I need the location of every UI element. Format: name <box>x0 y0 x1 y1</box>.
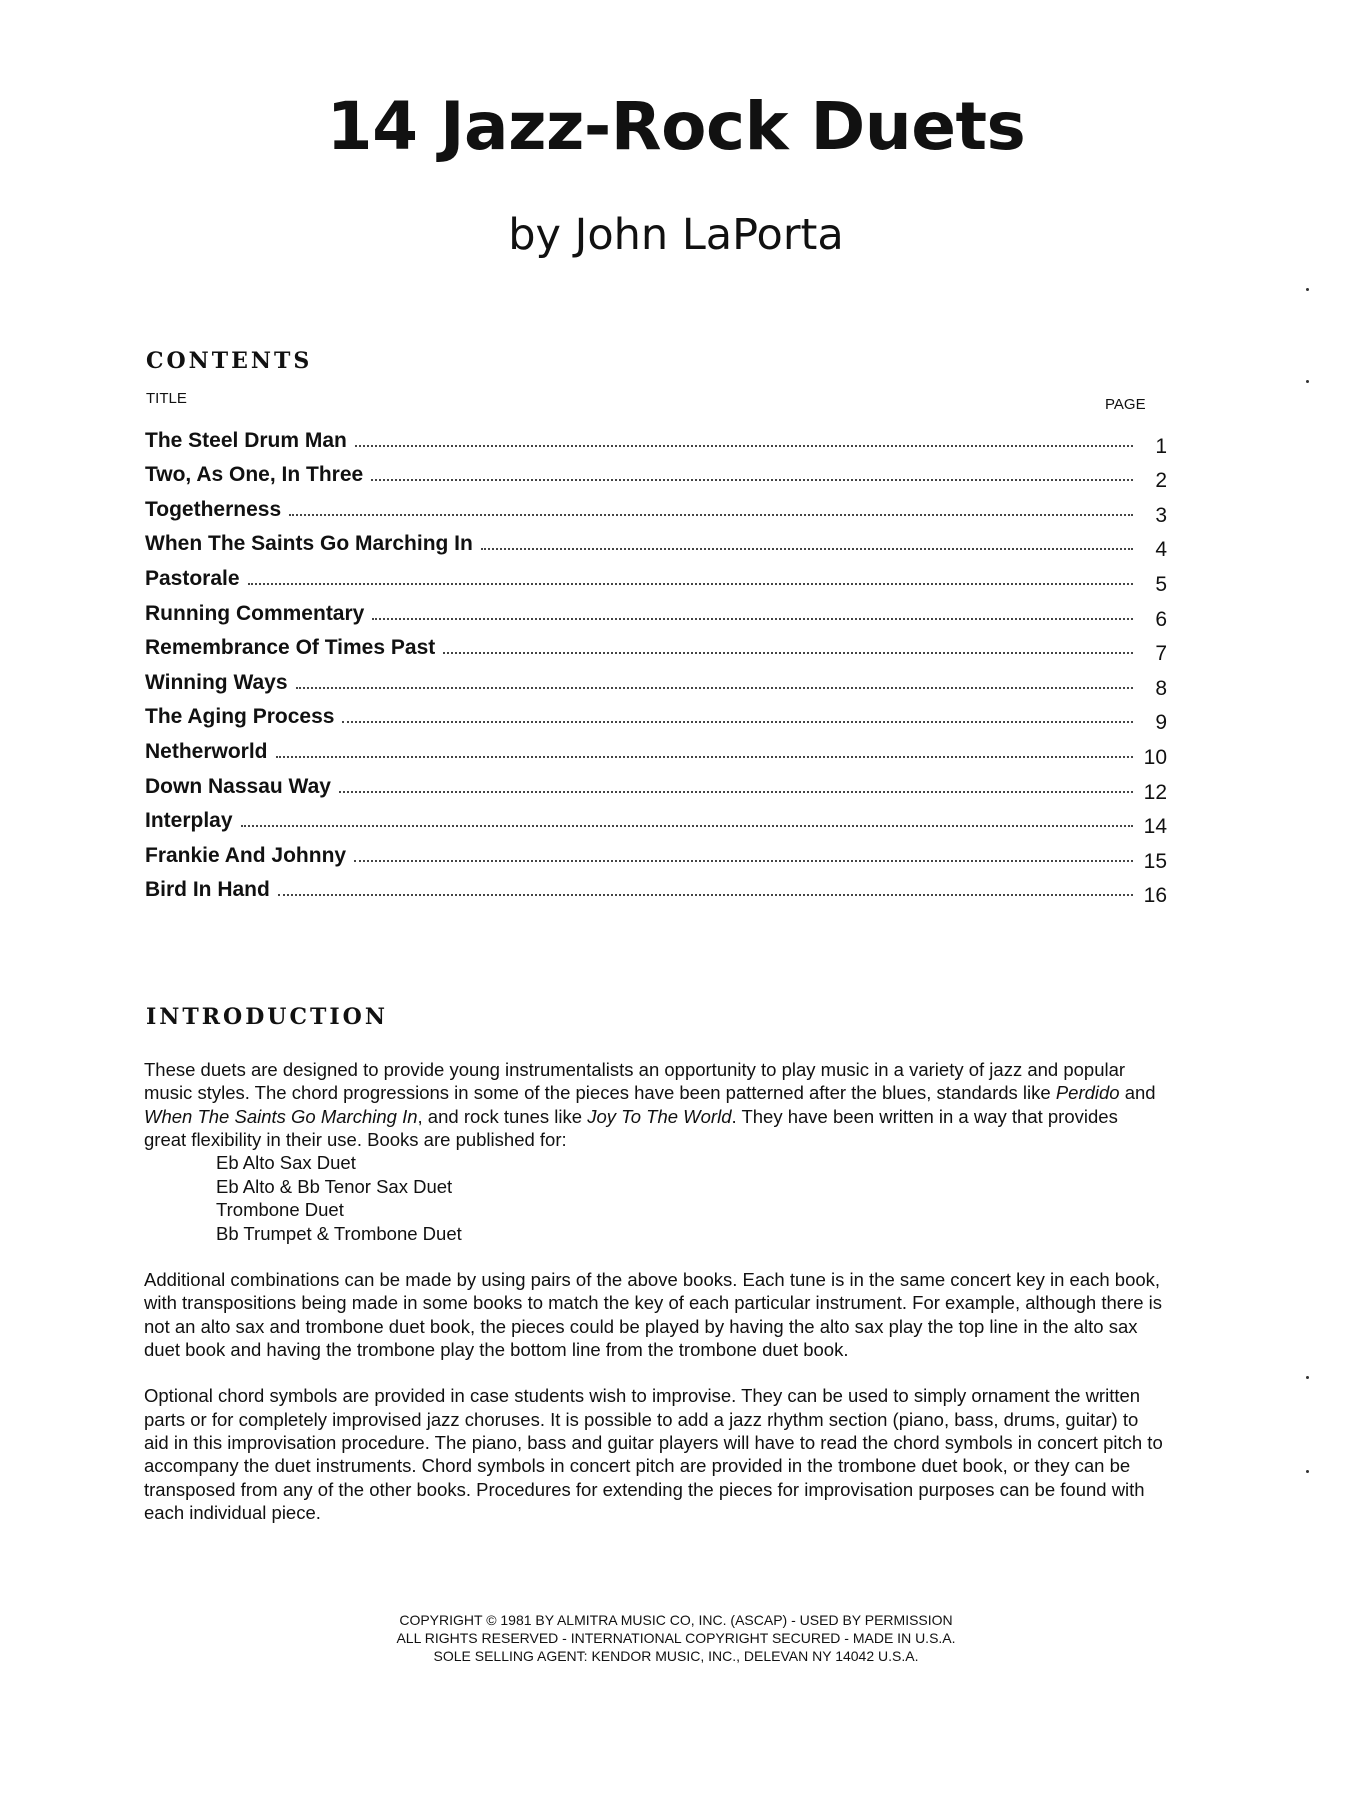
toc-entry <box>145 418 1167 458</box>
intro-text: These duets are designed to provide young instrumentalists an opportunity to play music in a variety of jazz and popular music styles. The chord progressions in some of the pieces have been patterned after the blues, standards like <box>144 1059 1126 1104</box>
dot-leader <box>342 721 1133 723</box>
dot-leader <box>355 445 1133 447</box>
book-list <box>144 1151 1164 1245</box>
toc-entry-title: Two, As One, In Three <box>145 463 364 487</box>
dot-leader <box>481 548 1133 550</box>
intro-paragraph-2: Additional combinations can be made by using pairs of the above books. Each tune is in the same concert key in each book, with transpositions being made in some books to match the key of each particular instrument. For example, although there is not an alto sax and trombone duet book, the pieces could be played by having the alto sax play the top line in the alto sax duet book and having the trombone play the bottom line from the trombone duet book. <box>144 1269 1163 1361</box>
dot-leader <box>339 791 1133 793</box>
dot-leader <box>248 583 1133 585</box>
page-title: 14 Jazz-Rock Duets <box>326 88 1026 165</box>
intro-text: and <box>1119 1082 1156 1104</box>
toc-entry-title: Running Commentary <box>145 601 365 625</box>
toc-entry-page: 10 <box>1143 745 1167 769</box>
toc-entry-page: 14 <box>1143 815 1167 839</box>
toc-entry-page: 6 <box>1155 607 1167 631</box>
toc-entry-page: 15 <box>1143 849 1167 873</box>
dot-leader <box>443 652 1133 654</box>
toc-entry-page: 3 <box>1155 503 1167 527</box>
dot-leader <box>241 825 1133 827</box>
book-list-item: Trombone Duet <box>216 1199 344 1221</box>
copyright-notice <box>0 1611 1352 1665</box>
song-title-italic: When The Saints Go Marching In <box>144 1105 418 1127</box>
toc-entry <box>145 453 1167 493</box>
dot-leader <box>371 479 1133 481</box>
toc-entry <box>145 626 1167 666</box>
introduction-body <box>144 1058 1164 1524</box>
toc-title-column-header: TITLE <box>146 390 187 407</box>
toc-entry <box>145 764 1167 804</box>
intro-text: . They have been written in a way that provides great flexibility in their use. Books are published for: <box>144 1105 1118 1150</box>
toc-entry-title: The Steel Drum Man <box>145 428 347 452</box>
toc-entry-title: Down Nassau Way <box>145 774 331 798</box>
toc-entry-title: Bird In Hand <box>145 878 270 902</box>
toc-entry-page: 4 <box>1155 538 1167 562</box>
toc-entry <box>145 660 1167 700</box>
toc-entry <box>145 487 1167 527</box>
toc-entry-page: 1 <box>1155 434 1167 458</box>
toc-entry <box>145 868 1167 908</box>
contents-heading: CONTENTS <box>146 348 313 374</box>
dot-leader <box>276 756 1133 758</box>
song-title-italic: Joy To The World <box>587 1105 732 1127</box>
book-list-item: Eb Alto & Bb Tenor Sax Duet <box>216 1175 453 1197</box>
dot-leader <box>354 860 1133 862</box>
table-of-contents <box>145 418 1167 908</box>
toc-entry-title: Netherworld <box>145 739 268 763</box>
book-list-item: Eb Alto Sax Duet <box>216 1152 356 1174</box>
scan-speck <box>1306 380 1309 383</box>
scan-speck <box>1306 1470 1309 1473</box>
toc-entry <box>145 833 1167 873</box>
toc-entry-title: Frankie And Johnny <box>145 843 347 867</box>
copyright-line: COPYRIGHT © 1981 BY ALMITRA MUSIC CO, INC. (ASCAP) - USED BY PERMISSION <box>399 1612 953 1628</box>
book-list-item: Bb Trumpet & Trombone Duet <box>216 1222 462 1244</box>
toc-entry-page: 8 <box>1155 676 1167 700</box>
scan-speck <box>1306 1376 1309 1379</box>
dot-leader <box>296 687 1133 689</box>
intro-paragraph-1 <box>144 1058 1164 1151</box>
toc-entry-page: 7 <box>1155 642 1167 666</box>
toc-entry <box>145 799 1167 839</box>
toc-page-column-header: PAGE <box>1105 396 1146 413</box>
dot-leader <box>289 514 1133 516</box>
toc-entry-title: Interplay <box>145 809 233 833</box>
toc-entry-title: The Aging Process <box>145 705 335 729</box>
intro-paragraph-3: Optional chord symbols are provided in case students wish to improvise. They can be used to simply ornament the written parts or for completely improvised jazz choruses. It is possible to add a jazz rhythm section (piano, bass, drums, guitar) to aid in this improvisation procedure. The piano, bass and guitar players will have to read the chord symbols in concert pitch to accompany the duet instruments. Chord symbols in concert pitch are provided in the trombone duet book, or they can be transposed from any of the other books. Procedures for extending the pieces for improvisation purposes can be found with each individual piece. <box>144 1385 1163 1523</box>
toc-entry <box>145 695 1167 735</box>
copyright-line: SOLE SELLING AGENT: KENDOR MUSIC, INC., DELEVAN NY 14042 U.S.A. <box>433 1648 919 1664</box>
dot-leader <box>372 618 1133 620</box>
author-line: by John LaPorta <box>508 210 844 260</box>
toc-entry <box>145 522 1167 562</box>
song-title-italic: Perdido <box>1055 1082 1120 1104</box>
toc-entry-title: Winning Ways <box>145 670 288 694</box>
toc-entry-title: Togetherness <box>145 497 282 521</box>
toc-entry-title: When The Saints Go Marching In <box>145 532 473 556</box>
toc-entry <box>145 729 1167 769</box>
scan-speck <box>1306 288 1309 291</box>
toc-entry-page: 9 <box>1155 711 1167 735</box>
toc-entry-page: 5 <box>1155 572 1167 596</box>
toc-entry-page: 2 <box>1155 469 1167 493</box>
toc-entry-title: Remembrance Of Times Past <box>145 636 436 660</box>
copyright-line: ALL RIGHTS RESERVED - INTERNATIONAL COPYRIGHT SECURED - MADE IN U.S.A. <box>396 1630 956 1646</box>
toc-entry <box>145 591 1167 631</box>
dot-leader <box>278 894 1133 896</box>
toc-entry-title: Pastorale <box>145 566 240 590</box>
intro-text: , and rock tunes like <box>417 1105 588 1127</box>
toc-entry-page: 12 <box>1143 780 1167 804</box>
toc-entry-page: 16 <box>1143 884 1167 908</box>
toc-entry <box>145 556 1167 596</box>
introduction-heading: INTRODUCTION <box>146 1004 388 1030</box>
